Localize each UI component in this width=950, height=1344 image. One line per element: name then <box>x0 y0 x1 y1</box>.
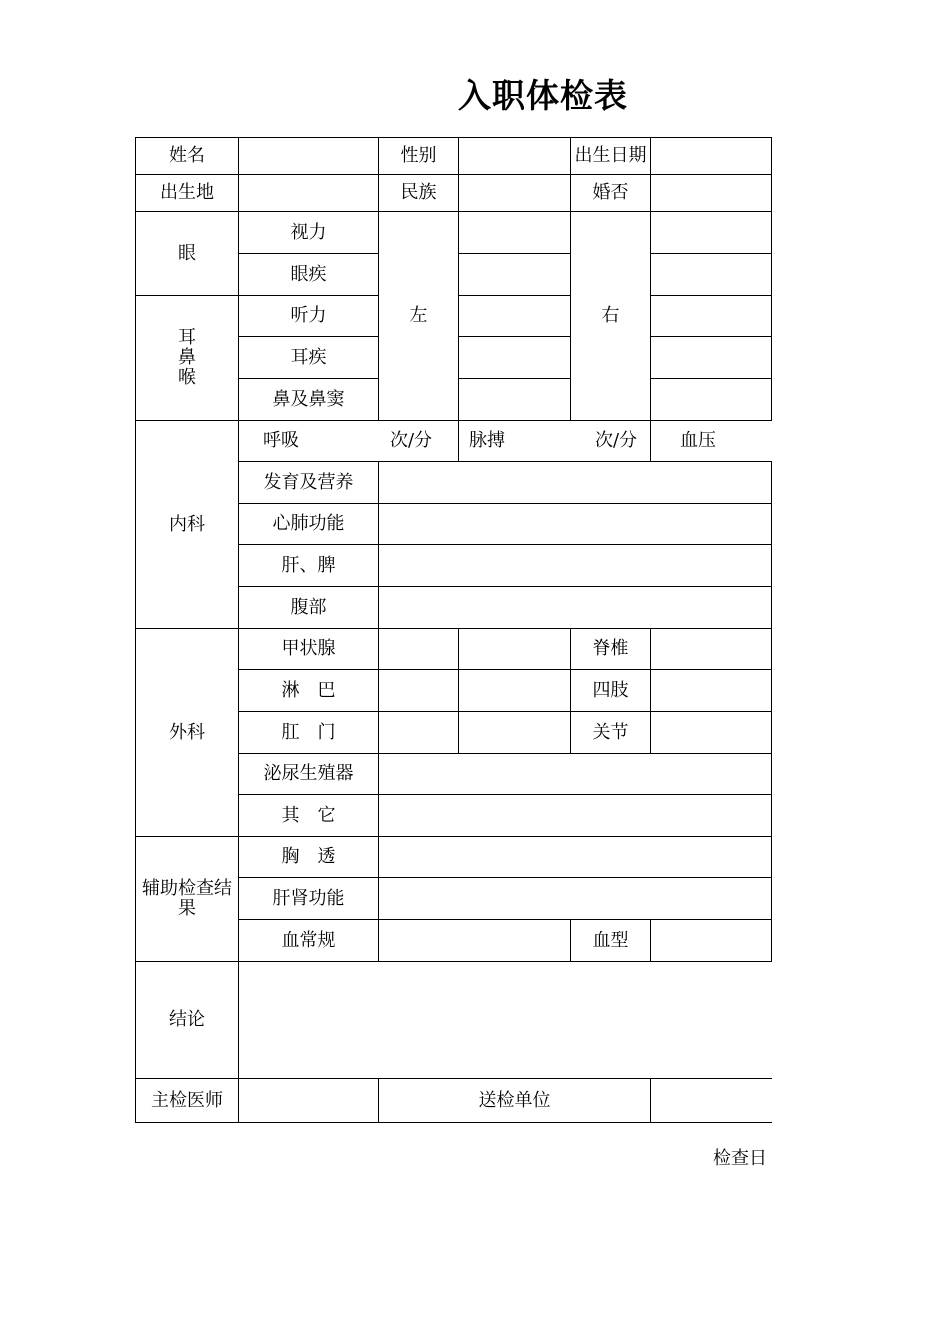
conclusion-input[interactable] <box>239 962 771 1078</box>
liver-kidney-label: 肝肾功能 <box>272 887 345 909</box>
thyroid-input-2[interactable] <box>459 629 570 669</box>
vision-label: 视力 <box>290 221 327 243</box>
urogenital-label: 泌尿生殖器 <box>263 763 354 784</box>
lymph-input-1[interactable] <box>379 670 458 711</box>
hearing-right-input[interactable] <box>651 296 771 336</box>
pulse-unit: 次/分 <box>594 430 638 451</box>
ear-disease-left-input[interactable] <box>459 337 570 378</box>
anus-input-1[interactable] <box>379 712 458 753</box>
eye-section-label: 眼 <box>178 242 196 264</box>
nose-sinus-label: 鼻及鼻窦 <box>272 388 345 410</box>
gender-label: 性别 <box>400 145 437 166</box>
exam-date-label: 检查日 <box>713 1148 767 1169</box>
chest-xray-label: 胸 透 <box>281 846 336 867</box>
blood-pressure-label: 血压 <box>680 430 716 451</box>
ethnicity-label: 民族 <box>400 182 437 203</box>
chest-xray-input[interactable] <box>379 837 771 877</box>
development-label: 发育及营养 <box>263 471 354 493</box>
marital-label: 婚否 <box>592 182 629 203</box>
blood-type-label: 血型 <box>592 929 629 951</box>
hearing-label: 听力 <box>290 305 327 326</box>
doctor-label: 主检医师 <box>151 1089 223 1111</box>
eye-disease-label: 眼疾 <box>290 263 327 285</box>
joints-label: 关节 <box>592 721 629 743</box>
page-title: 入职体检表 <box>458 76 628 115</box>
blood-type-input[interactable] <box>651 920 771 961</box>
right-side-label: 右 <box>601 305 620 326</box>
pulse-label: 脉搏 <box>469 430 505 451</box>
cardiopulmonary-label: 心肺功能 <box>272 513 345 534</box>
thyroid-label: 甲状腺 <box>281 638 336 659</box>
limbs-label: 四肢 <box>592 679 629 701</box>
internal-section-label: 内科 <box>169 513 205 535</box>
joints-input[interactable] <box>651 712 771 753</box>
birthplace-label: 出生地 <box>160 182 214 203</box>
surgery-section-label: 外科 <box>169 721 205 743</box>
doctor-input[interactable] <box>239 1079 378 1122</box>
blood-routine-label: 血常规 <box>281 929 336 951</box>
hearing-left-input[interactable] <box>459 296 570 336</box>
development-input[interactable] <box>379 462 771 503</box>
nose-left-input[interactable] <box>459 379 570 420</box>
lymph-label: 淋 巴 <box>281 679 336 701</box>
anus-input-2[interactable] <box>459 712 570 753</box>
abdomen-label: 腹部 <box>290 596 327 618</box>
cardiopulmonary-input[interactable] <box>379 504 771 544</box>
eye-disease-right-input[interactable] <box>651 254 771 295</box>
birth-date-label: 出生日期 <box>574 145 647 166</box>
liver-kidney-input[interactable] <box>379 878 771 919</box>
birthplace-input[interactable] <box>239 175 378 211</box>
eye-disease-left-input[interactable] <box>459 254 570 295</box>
respiration-label: 呼吸 <box>263 430 299 451</box>
ear-disease-right-input[interactable] <box>651 337 771 378</box>
respiration-unit: 次/分 <box>389 430 433 451</box>
other-label: 其 它 <box>281 804 336 826</box>
marital-input[interactable] <box>651 175 771 211</box>
conclusion-label: 结论 <box>169 1009 205 1030</box>
left-side-label: 左 <box>409 305 428 326</box>
gender-input[interactable] <box>459 138 570 174</box>
spine-label: 脊椎 <box>592 638 629 659</box>
spine-input[interactable] <box>651 629 771 669</box>
anus-label: 肛 门 <box>281 721 336 743</box>
name-label: 姓名 <box>169 145 205 166</box>
urogenital-input[interactable] <box>379 754 771 794</box>
unit-label: 送检单位 <box>478 1089 551 1111</box>
vision-left-input[interactable] <box>459 212 570 253</box>
blood-routine-input[interactable] <box>379 920 570 961</box>
ear-disease-label: 耳疾 <box>290 346 327 368</box>
thyroid-input-1[interactable] <box>379 629 458 669</box>
unit-input[interactable] <box>651 1079 771 1122</box>
name-input[interactable] <box>239 138 378 174</box>
lymph-input-2[interactable] <box>459 670 570 711</box>
nose-right-input[interactable] <box>651 379 771 420</box>
birth-date-input[interactable] <box>651 138 771 174</box>
limbs-input[interactable] <box>651 670 771 711</box>
ent-section-label: 耳 鼻 喉 <box>178 327 196 388</box>
liver-spleen-input[interactable] <box>379 545 771 586</box>
abdomen-input[interactable] <box>379 587 771 628</box>
liver-spleen-label: 肝、脾 <box>281 554 336 576</box>
auxiliary-section-label: 辅助检查结果 <box>142 878 232 919</box>
other-input[interactable] <box>379 795 771 836</box>
vision-right-input[interactable] <box>651 212 771 253</box>
ethnicity-input[interactable] <box>459 175 570 211</box>
